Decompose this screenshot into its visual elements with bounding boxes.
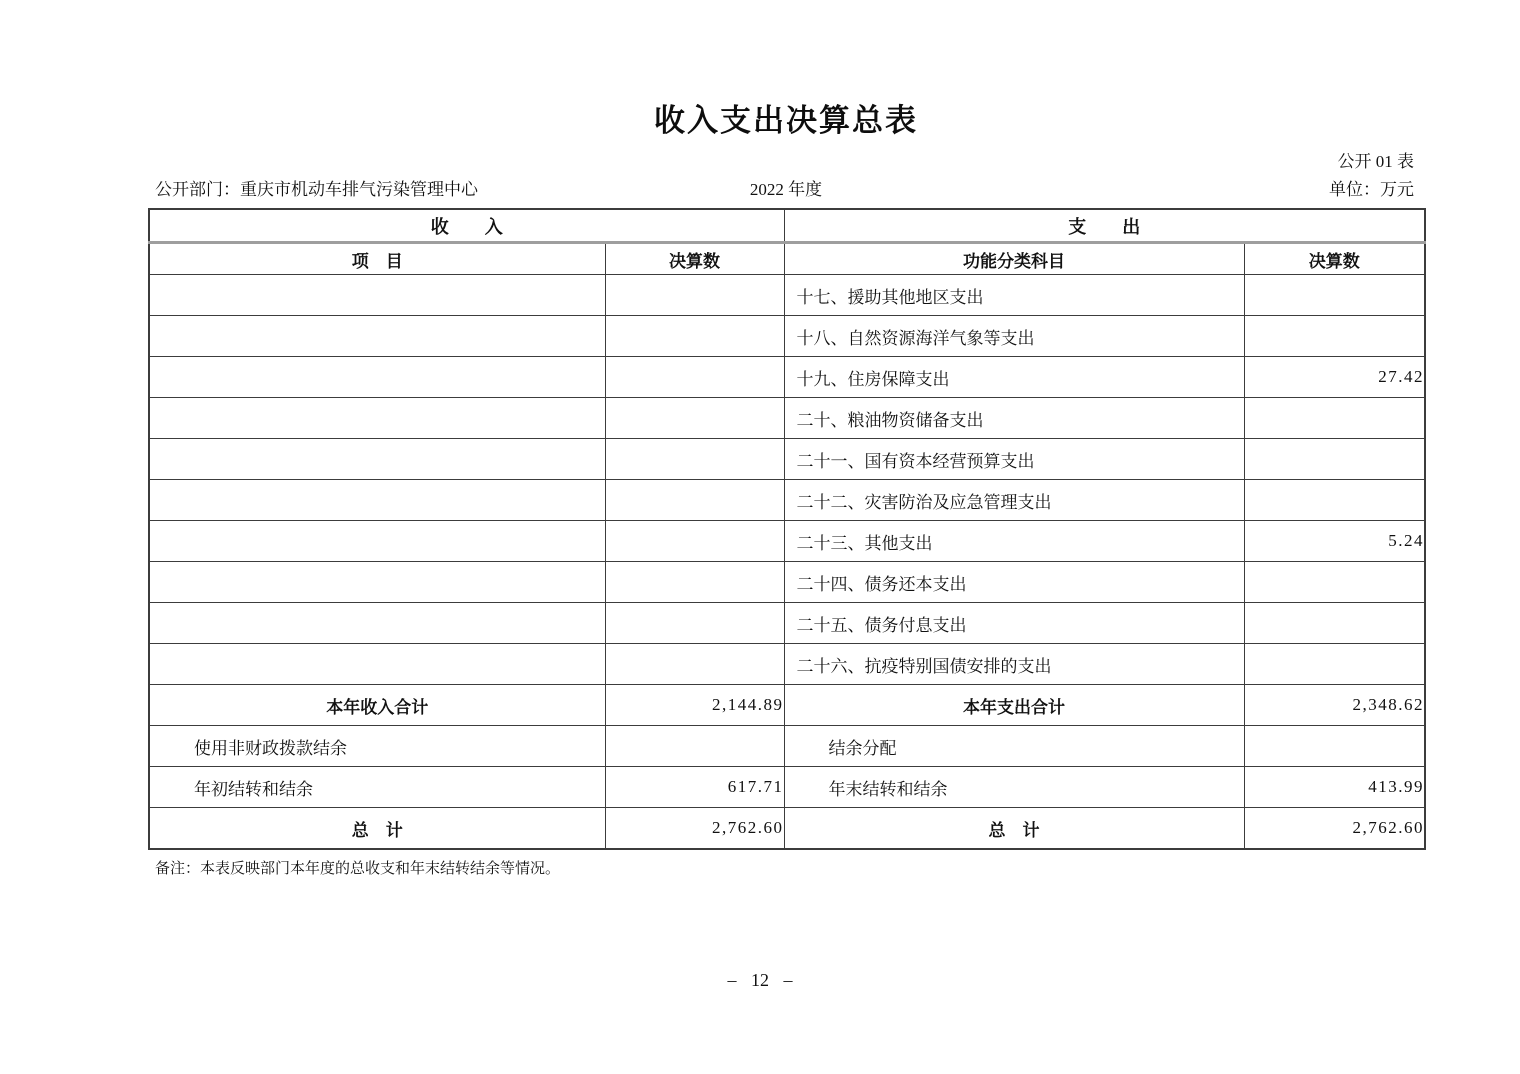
table-body [149,275,1425,850]
expense-amount-cell [1244,275,1425,316]
income-section-header: 收 入 [149,209,784,243]
expense-item-cell: 总 计 [784,808,1244,850]
expense-amount-cell [1244,398,1425,439]
table-code: 公开 01 表 [1337,152,1414,171]
meta-line [148,178,1424,202]
income-item-cell [149,275,605,316]
unit-label: 单位：万元 [1329,180,1414,199]
expense-item-cell: 二十四、债务还本支出 [784,562,1244,603]
table-row [149,685,1425,726]
income-amount-cell: 617.71 [605,767,784,808]
income-amount-cell [605,357,784,398]
expense-item-cell: 二十、粮油物资储备支出 [784,398,1244,439]
table-row [149,644,1425,685]
report-sheet [148,0,1424,879]
page-number: – 12 – [727,970,793,990]
table-row [149,398,1425,439]
income-amount-cell [605,275,784,316]
income-amount-cell [605,316,784,357]
expense-amount-cell [1244,480,1425,521]
income-item-cell [149,316,605,357]
income-amount-cell: 2,144.89 [605,685,784,726]
expense-item-cell: 本年支出合计 [784,685,1244,726]
income-item-cell: 本年收入合计 [149,685,605,726]
table-row [149,808,1425,850]
income-item-cell [149,562,605,603]
section-header-row [149,209,1425,243]
expense-item-cell: 结余分配 [784,726,1244,767]
income-amount-cell [605,603,784,644]
expense-amount-cell [1244,603,1425,644]
col-header-income-amount: 决算数 [605,243,784,275]
department-label: 公开部门：重庆市机动车排气污染管理中心 [155,180,478,199]
expense-section-header: 支 出 [784,209,1425,243]
income-amount-cell [605,562,784,603]
table-row [149,439,1425,480]
expense-item-cell: 十七、援助其他地区支出 [784,275,1244,316]
income-item-cell [149,521,605,562]
expense-item-cell: 十八、自然资源海洋气象等支出 [784,316,1244,357]
expense-amount-cell [1244,316,1425,357]
col-header-income-item: 项 目 [149,243,605,275]
table-row [149,603,1425,644]
expense-item-cell: 二十六、抗疫特别国债安排的支出 [784,644,1244,685]
income-item-cell [149,644,605,685]
expense-amount-cell [1244,644,1425,685]
income-amount-cell [605,644,784,685]
expense-amount-cell: 5.24 [1244,521,1425,562]
column-header-row [149,243,1425,275]
table-row [149,521,1425,562]
expense-item-cell: 十九、住房保障支出 [784,357,1244,398]
table-row [149,275,1425,316]
table-row [149,767,1425,808]
col-header-expense-function: 功能分类科目 [784,243,1244,275]
income-amount-cell [605,726,784,767]
income-item-cell [149,439,605,480]
income-item-cell [149,357,605,398]
col-header-expense-amount: 决算数 [1244,243,1425,275]
table-row [149,562,1425,603]
income-amount-cell [605,439,784,480]
income-amount-cell [605,521,784,562]
expense-item-cell: 二十二、灾害防治及应急管理支出 [784,480,1244,521]
income-item-cell: 使用非财政拨款结余 [149,726,605,767]
page-title: 收入支出决算总表 [654,103,918,138]
expense-amount-cell [1244,726,1425,767]
expense-item-cell: 年末结转和结余 [784,767,1244,808]
expense-amount-cell [1244,439,1425,480]
table-row [149,726,1425,767]
income-item-cell: 年初结转和结余 [149,767,605,808]
expense-item-cell: 二十一、国有资本经营预算支出 [784,439,1244,480]
income-item-cell [149,480,605,521]
expense-amount-cell: 413.99 [1244,767,1425,808]
table-row [149,480,1425,521]
income-amount-cell: 2,762.60 [605,808,784,850]
footnote: 备注：本表反映部门本年度的总收支和年末结转结余等情况。 [155,861,561,877]
expense-amount-cell [1244,562,1425,603]
expense-amount-cell: 27.42 [1244,357,1425,398]
income-expense-summary-table [148,208,1426,850]
income-item-cell [149,398,605,439]
expense-item-cell: 二十三、其他支出 [784,521,1244,562]
fiscal-year-label: 2022 年度 [749,180,823,199]
table-row [149,357,1425,398]
income-amount-cell [605,398,784,439]
income-item-cell [149,603,605,644]
table-row [149,316,1425,357]
expense-item-cell: 二十五、债务付息支出 [784,603,1244,644]
expense-amount-cell: 2,762.60 [1244,808,1425,850]
expense-amount-cell: 2,348.62 [1244,685,1425,726]
income-amount-cell [605,480,784,521]
income-item-cell: 总 计 [149,808,605,850]
